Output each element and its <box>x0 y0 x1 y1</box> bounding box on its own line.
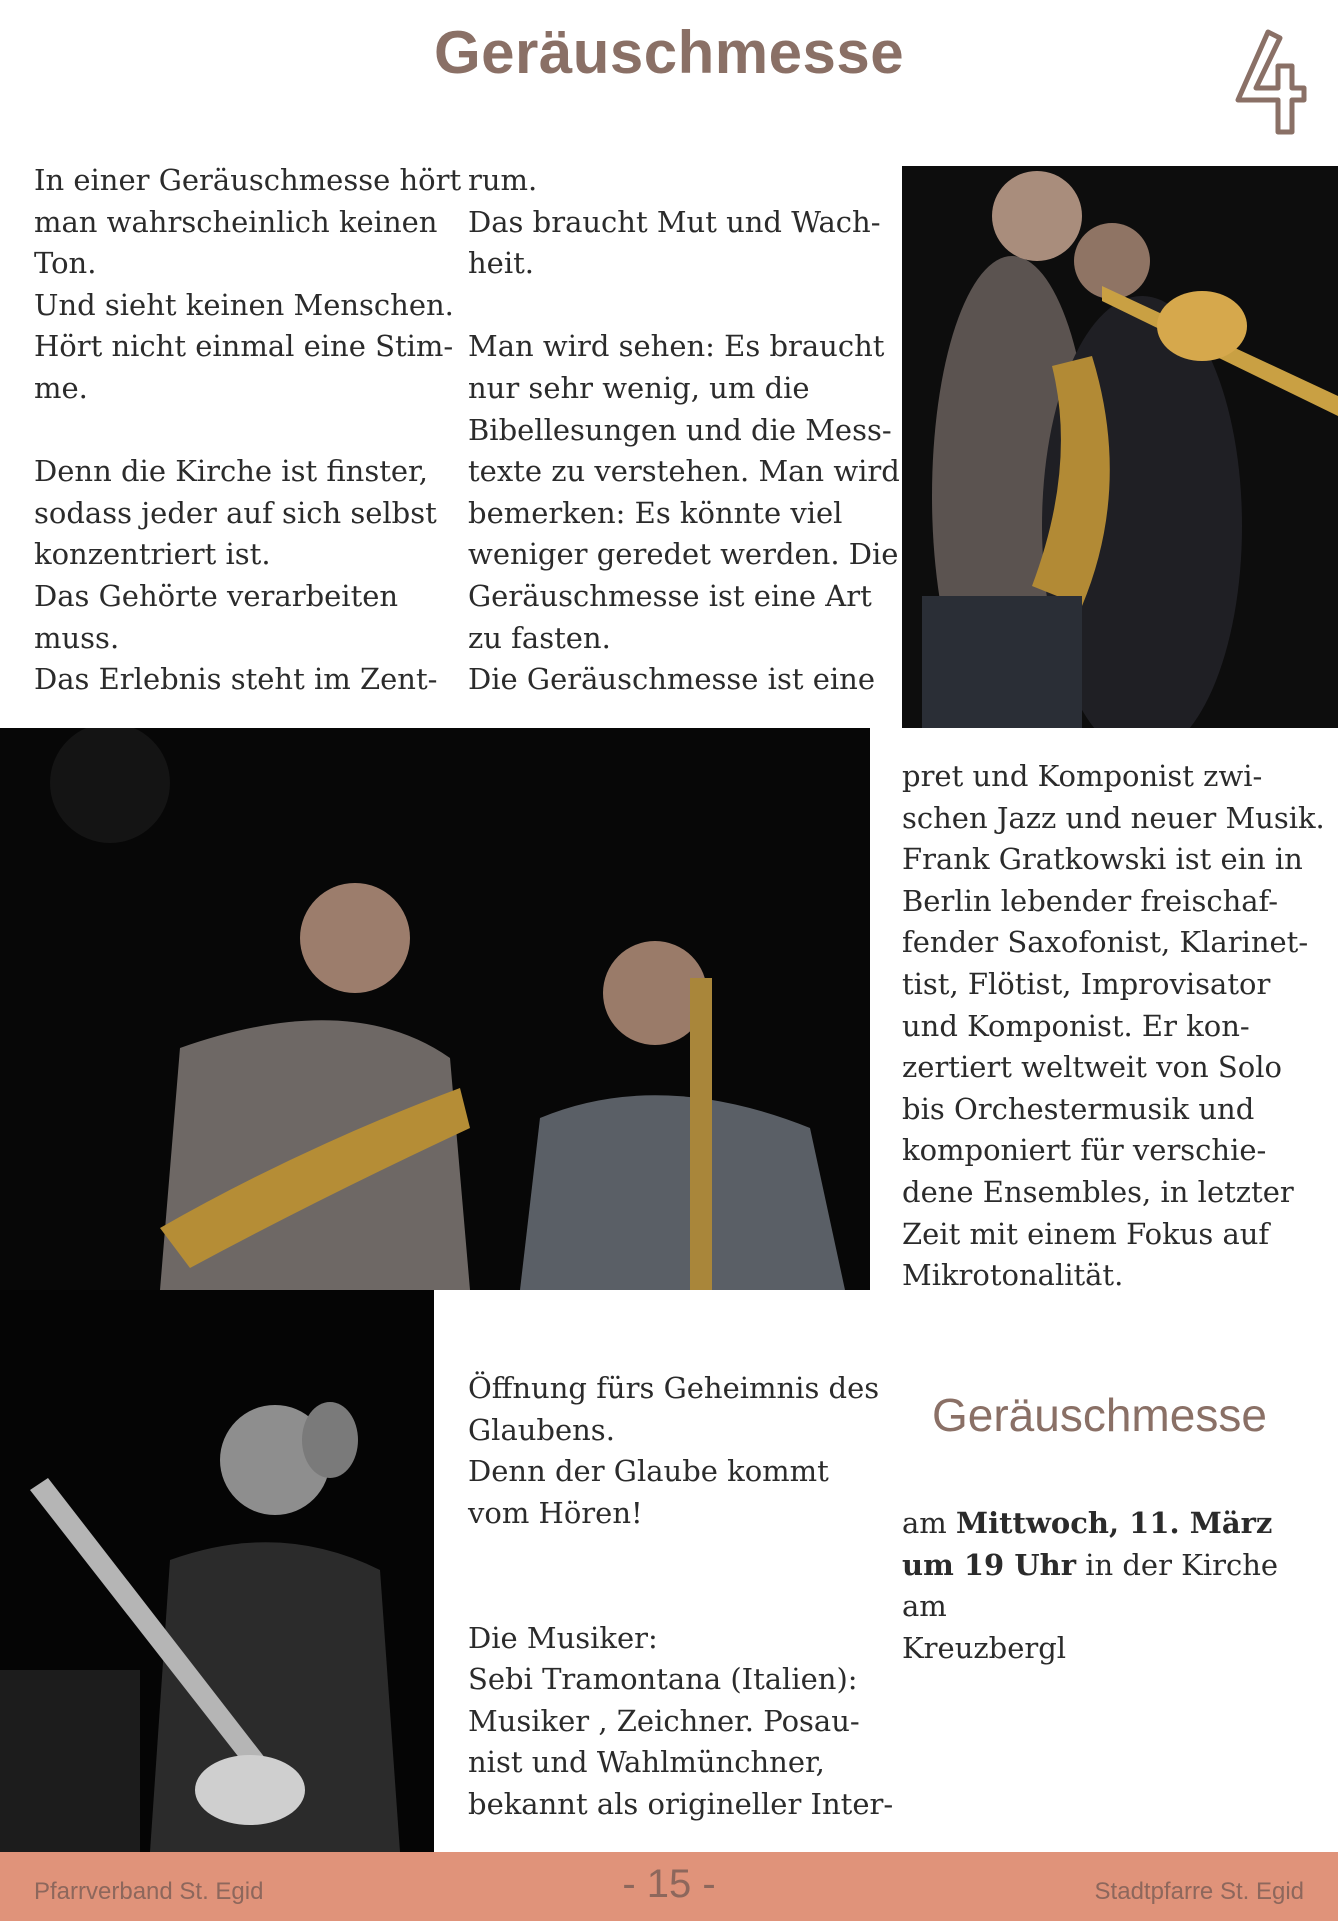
event-details <box>902 1503 1322 1669</box>
event-line-2 <box>902 1545 1322 1628</box>
text-column-2: rum. Das braucht Mut und Wach- heit. Man wird sehen: Es braucht nur sehr wenig, um die Bibellesungen und die Mess- texte zu verstehen. Man wird bemerken: Es könnte viel weniger geredet werden. Die Geräuschmesse ist eine Art zu fasten. Die Geräuschmesse ist eine <box>468 163 900 697</box>
photo-musicians-performing <box>902 166 1338 728</box>
cross-four-logo-icon <box>1228 28 1308 138</box>
page-title: Geräuschmesse <box>433 19 905 86</box>
event-title: Geräuschmesse <box>932 1389 1267 1441</box>
text-column-4: Öffnung fürs Geheimnis des Glaubens. Denn der Glaube kommt vom Hören! Die Musiker: Sebi Tramontana (Italien): Musiker , Zeichner. Posau- nist und Wahlmünchner, bekannt als origineller Inter- <box>468 1371 894 1821</box>
footer-left: Pfarrverband St. Egid <box>34 1878 264 1905</box>
photo-musicians-talking <box>0 728 870 1290</box>
event-location-prefix: in der Kirche am <box>902 1547 1279 1624</box>
event-location: Kreuzbergl <box>902 1630 1067 1665</box>
text-column-1: In einer Geräuschmesse hört man wahrscheinlich keinen Ton. Und sieht keinen Menschen. Hört nicht einmal eine Stim- me. Denn die Kirche ist finster, sodass jeder auf sich selbst konzentriert ist. Das Gehörte verarbeiten muss. Das Erlebnis steht im Zent- <box>34 163 462 697</box>
page-number: - 15 - <box>622 1862 716 1906</box>
page-footer <box>0 1852 1338 1921</box>
event-prefix: am <box>902 1506 957 1540</box>
text-column-3: pret und Komponist zwi- schen Jazz und neuer Musik. Frank Gratkowski ist ein in Berlin lebender freischaf- fender Saxofonist, Klarinet- tist, Flötist, Improvisator und Komponist. Er kon- zertiert weltweit von Solo bis Orchestermusik und komponiert für verschie- dene Ensembles, in letzter Zeit mit einem Fokus auf Mikrotonalität. <box>902 759 1325 1293</box>
footer-right: Stadtpfarre St. Egid <box>1094 1878 1304 1905</box>
event-time: um 19 Uhr <box>902 1547 1076 1582</box>
event-line-1 <box>902 1503 1322 1545</box>
photo-trombonist-bw <box>0 1290 434 1852</box>
event-date: Mittwoch, 11. März <box>956 1506 1273 1540</box>
